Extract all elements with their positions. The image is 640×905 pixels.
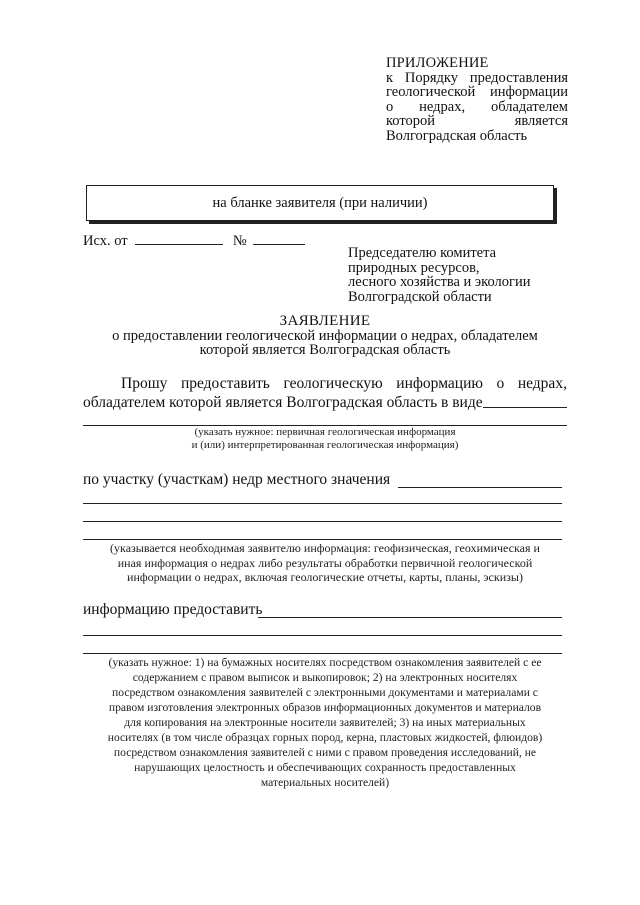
outgoing-reference (83, 232, 305, 250)
outgoing-number-label: № (232, 233, 247, 249)
appendix-line: геологической информации (386, 84, 568, 100)
outgoing-number-field[interactable] (253, 232, 305, 245)
appendix-block (386, 56, 568, 143)
appendix-line: о недрах, обладателем (386, 98, 568, 115)
appendix-line: которой является (386, 113, 568, 129)
provision-method-note (83, 655, 567, 790)
note-line: посредством ознакомления заявителей с электронными документами и материалами с (112, 686, 538, 699)
note-line: правом изготовления электронных образов информационных документов и материалов (108, 701, 542, 714)
note-line: (указать нужное: 1) на бумажных носителях посредством ознакомления заявителей с ее (108, 656, 542, 669)
note-line: посредством ознакомления заявителей с ними с правом проведения исследований, не (113, 746, 537, 759)
plot-field[interactable] (398, 487, 562, 488)
provide-line[interactable] (83, 635, 562, 636)
letterhead-box (86, 185, 554, 221)
request-word: предоставить (180, 375, 270, 392)
info-content-note (83, 541, 567, 585)
addressee-block (348, 246, 568, 304)
note-line: носителях (в том числе образцах горных пород, керна, пластовых жидкостей, флюидов) (107, 731, 543, 744)
note-line: для копирования на электронные носители заявителей; 3) на иных материальных (124, 716, 526, 729)
document-heading (83, 314, 567, 358)
note-line: иная информация о недрах либо результаты обработки первичной геологической (117, 555, 533, 570)
provide-label: информацию предоставить (83, 601, 263, 618)
info-form-field[interactable] (483, 393, 567, 408)
note-line: (указать нужное: первичная геологическая информация (194, 426, 456, 438)
plot-line[interactable] (83, 503, 562, 504)
note-line: и (или) интерпретированная геологическая информация) (191, 439, 459, 451)
appendix-title: ПРИЛОЖЕНИЕ (386, 55, 489, 71)
request-line-2 (83, 393, 567, 412)
request-word: информацию (396, 375, 483, 392)
addressee-line: Волгоградской области (348, 288, 492, 305)
plot-line[interactable] (83, 539, 562, 540)
document-title: ЗАЯВЛЕНИЕ (279, 313, 371, 329)
request-word: о (496, 375, 505, 392)
note-line: информации о недрах, включая геологические отчеты, карты, планы, эскизы) (127, 570, 523, 584)
note-line: содержанием с правом выписок и выкопировок; 2) на электронных носителях (132, 671, 518, 684)
addressee-line: лесного хозяйства и экологии (348, 274, 531, 290)
request-line-1 (83, 374, 567, 393)
plot-line[interactable] (83, 521, 562, 522)
note-line: нарушающих целостность и обеспечивающих сохранность предоставленных (134, 761, 516, 774)
request-word: недрах, (517, 375, 567, 392)
addressee-line: Председателю комитета (348, 245, 497, 261)
letterhead-text: на бланке заявителя (при наличии) (212, 194, 428, 211)
addressee-line: природных ресурсов, (348, 259, 480, 276)
document-subtitle-line: о предоставлении геологической информации о недрах, обладателем (112, 327, 538, 344)
request-paragraph (83, 374, 567, 412)
appendix-line: Волгоградская область (386, 127, 528, 144)
appendix-line: к Порядку предоставления (386, 69, 568, 86)
info-type-note (83, 426, 567, 452)
provide-field[interactable] (258, 617, 562, 618)
request-word: Прошу (121, 375, 168, 392)
document-subtitle-line: которой является Волгоградская область (199, 342, 451, 358)
request-word: геологическую (283, 375, 383, 392)
outgoing-date-field[interactable] (135, 232, 223, 245)
provide-line[interactable] (83, 653, 562, 654)
note-line: материальных носителей) (260, 776, 390, 789)
request-line-2-text: обладателем которой является Волгоградская область в виде (83, 394, 483, 411)
note-line: (указывается необходимая заявителю информация: геофизическая, геохимическая и (110, 541, 540, 555)
outgoing-date-label: Исх. от (83, 233, 128, 249)
plot-label: по участку (участкам) недр местного значения (83, 471, 391, 488)
